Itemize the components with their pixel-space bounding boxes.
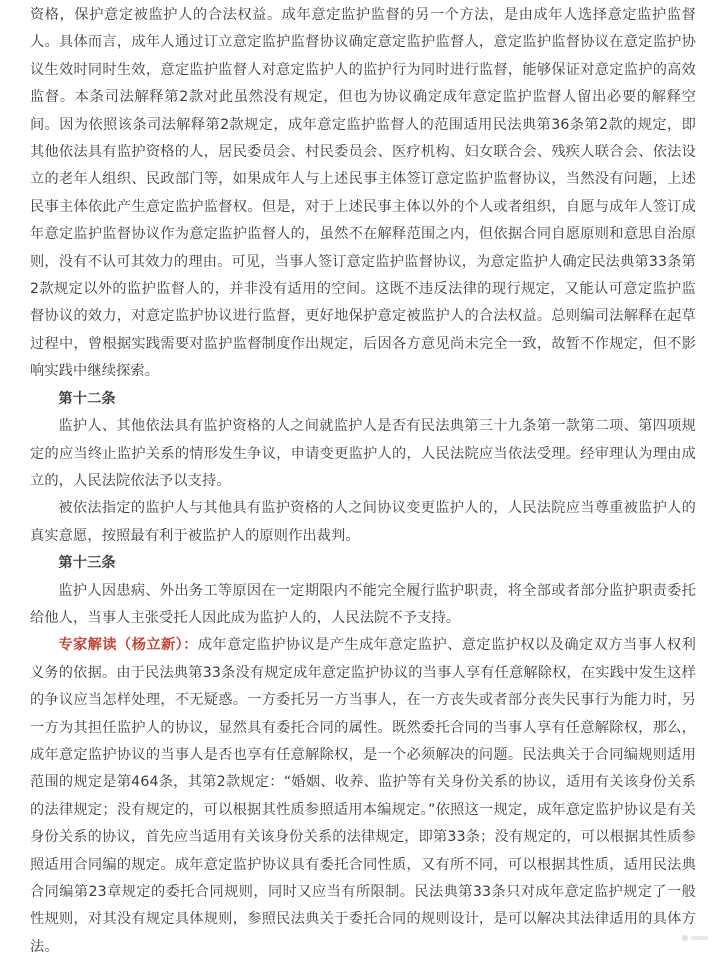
article-12-paragraph-2: 被依法指定的监护人与其他具有监护资格的人之间协议变更监护人的，人民法院应当尊重被监护人的真实意愿，按照最有利于被监护人的原则作出裁判。 (30, 500, 696, 544)
intro-paragraph: 资格，保护意定被监护人的合法权益。成年意定监护监督的另一个方法，是由成年人选择意定监护监督人。具体而言，成年人通过订立意定监护监督协议确定意定监护监督人，意定监护监督协议在意定监护协议生效时同时生效，意定监护监督人对意定监护人的监护行为同时进行监督，能够保证对意定监护的高效监督。本条司法解释第2款对此虽然没有规定，但也为协议确定成年意定监护监督人留出必要的解释空间。因为依照该条司法解释第2款规定，成年意定监护监督人的范围适用民法典第36条第2款的规定，即其他依法具有监护资格的人，居民委员会、村民委员会、医疗机构、妇女联合会、残疾人联合会、依法设立的老年人组织、民政部门等，如果成年人与上述民事主体签订意定监护监督协议，当然没有问题，上述民事主体依此产生意定监护监督权。但是，对于上述民事主体以外的个人或者组织，自愿与成年人签订成年意定监护监督协议作为意定监护监督人的，虽然不在解释范围之内，但依据合同自愿原则和意思自治原则，没有不认可其效力的理由。可见，当事人签订意定监护监督协议，为意定监护人确定民法典第33条第2款规定以外的监护监督人的，并非没有适用的空间。这既不违反法律的现行规定，又能认可意定监护监督协议的效力，对意定监护协议进行监督，更好地保护意定被监护人的合法权益。总则编司法解释在起草过程中，曾根据实践需要对监护监督制度作出规定，后因各方意见尚未完全一致，故暂不作规定，但不影响实践中继续探索。 (30, 7, 696, 380)
article-13-heading: 第十三条 (58, 555, 116, 572)
expert-commentary-label: 专家解读（杨立新）： (58, 637, 198, 654)
expert-commentary-text: 成年意定监护协议是产生成年意定监护、意定监护权以及确定双方当事人权利义务的依据。由于民法典第33条没有规定成年意定监护协议的当事人享有任意解除权，在实践中发生这样的争议应当怎样处理，不无疑惑。一方委托另一方当事人，在一方丧失或者部分丧失民事行为能力时，另一方为其担任监护人的协议，显然具有委托合同的属性。既然委托合同的当事人享有任意解除权，那么，成年意定监护协议的当事人是否也享有任意解除权，是一个必须解决的问题。民法典关于合同编规则适用范围的规定是第464条，其第2款规定：“婚姻、收养、监护等有关身份关系的协议，适用有关该身份关系的法律规定；没有规定的，可以根据其性质参照适用本编规定。”依照这一规定，成年意定监护协议是有关身份关系的协议，首先应当适用有关该身份关系的法律规定，即第33条；没有规定的，可以根据其性质参照适用合同编的规定。成年意定监护协议具有委托合同性质，又有所不同，可以根据其性质，适用民法典合同编第23章规定的委托合同规则，同时又应当有所限制。民法典第33条只对成年意定监护规定了一般性规则，对其没有规定具体规则，参照民法典关于委托合同的规则设计，是可以解决其法律适用的具体方法。 (30, 637, 696, 955)
article-12-heading: 第十二条 (58, 390, 116, 407)
article-body (30, 0, 696, 961)
watermark-icon (680, 933, 710, 943)
expert-commentary-paragraph (30, 632, 696, 961)
article-13-paragraph-1: 监护人因患病、外出务工等原因在一定期限内不能完全履行监护职责，将全部或者部分监护职责委托给他人，当事人主张受托人因此成为监护人的，人民法院不予支持。 (30, 582, 696, 626)
article-12-paragraph-1: 监护人、其他依法具有监护资格的人之间就监护人是否有民法典第三十九条第一款第二项、第四项规定的应当终止监护关系的情形发生争议，申请变更监护人的，人民法院应当依法受理。经审理认为理由成立的，人民法院依法予以支持。 (30, 418, 696, 489)
